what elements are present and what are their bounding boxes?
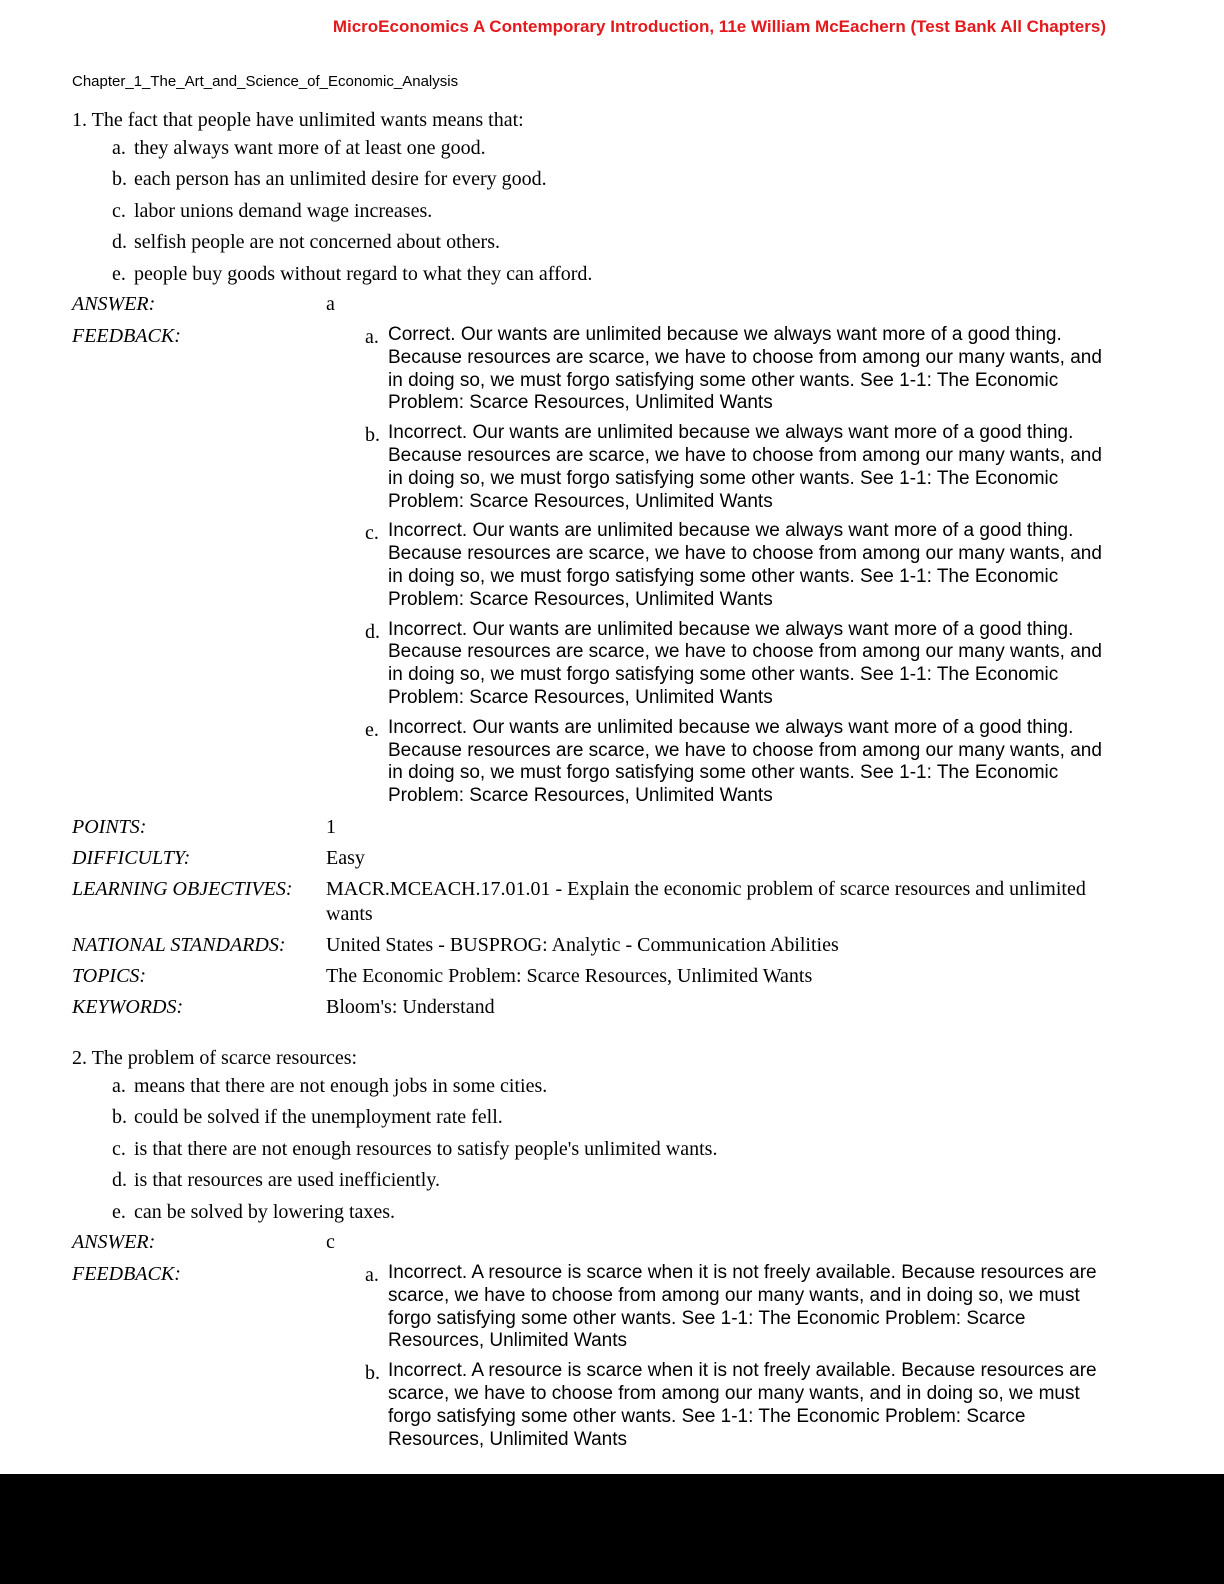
choice-text: labor unions demand wage increases. <box>134 199 433 222</box>
feedback-item-b <box>365 1360 1112 1451</box>
keywords-row <box>72 995 1112 1026</box>
answer-choice-e <box>72 1199 1112 1230</box>
learning-objectives-value: MACR.MCEACH.17.01.01 - Explain the economic problem of scarce resources and unlimited wants <box>326 877 1086 925</box>
feedback-text: Correct. Our wants are unlimited because we always want more of a good thing. Because resources are scarce, we have to choose from among our many wants, and in doing so, we must forgo satisfying some other wants. See 1-1: The Economic Problem: Scarce Resources, Unlimited Wants <box>388 323 1102 414</box>
topics-row <box>72 964 1112 995</box>
feedback-item-a <box>365 324 1112 415</box>
choice-letter: e. <box>112 1200 126 1223</box>
answer-choice-b <box>72 166 1112 197</box>
choice-text: could be solved if the unemployment rate fell. <box>134 1106 503 1129</box>
national-standards-row <box>72 933 1112 964</box>
answer-value: a <box>326 292 335 315</box>
national-standards-label: NATIONAL STANDARDS: <box>72 933 286 956</box>
answer-value: c <box>326 1230 335 1253</box>
learning-objectives-row <box>72 877 1112 933</box>
answer-choice-c <box>72 1136 1112 1167</box>
keywords-value: Bloom's: Understand <box>326 995 495 1018</box>
topics-value: The Economic Problem: Scarce Resources, Unlimited Wants <box>326 964 813 987</box>
answer-row <box>72 292 1112 324</box>
choice-text: can be solved by lowering taxes. <box>134 1200 396 1223</box>
feedback-label: FEEDBACK: <box>72 1262 181 1285</box>
points-row <box>72 815 1112 846</box>
answer-label: ANSWER: <box>72 1230 156 1253</box>
feedback-text: Incorrect. Our wants are unlimited because we always want more of a good thing. Because resources are scarce, we have to choose from among our many wants, and in doing so, we must forgo satisfying some other wants. See 1-1: The Economic Problem: Scarce Resources, Unlimited Wants <box>388 520 1102 610</box>
feedback-row <box>72 324 1112 815</box>
feedback-text: Incorrect. Our wants are unlimited because we always want more of a good thing. Because resources are scarce, we have to choose from among our many wants, and in doing so, we must forgo satisfying some other wants. See 1-1: The Economic Problem: Scarce Resources, Unlimited Wants <box>388 422 1102 512</box>
difficulty-value: Easy <box>326 846 365 869</box>
feedback-item-c <box>365 520 1112 611</box>
feedback-list <box>326 1262 1112 1458</box>
feedback-letter: c. <box>365 522 379 545</box>
feedback-text: Incorrect. A resource is scarce when it is not freely available. Because resources are scarce, we have to choose from among our many wants, and in doing so, we must forgo satisfying some other wants. See 1-1: The Economic Problem: Scarce Resources, Unlimited Wants <box>388 1261 1097 1352</box>
answer-choice-a <box>72 1073 1112 1104</box>
national-standards-value: United States - BUSPROG: Analytic - Communication Abilities <box>326 933 839 956</box>
learning-objectives-label: LEARNING OBJECTIVES: <box>72 877 293 900</box>
feedback-letter: b. <box>365 1362 380 1385</box>
feedback-row <box>72 1262 1112 1458</box>
keywords-label: KEYWORDS: <box>72 995 184 1018</box>
choice-text: is that resources are used inefficiently. <box>134 1169 440 1192</box>
choice-text: selfish people are not concerned about others. <box>134 231 500 254</box>
answer-choice-d <box>72 229 1112 260</box>
choice-text: they always want more of at least one good. <box>134 137 486 159</box>
answer-row <box>72 1230 1112 1262</box>
question-stem: 2. The problem of scarce resources: <box>72 1047 358 1069</box>
chapter-name: Chapter_1_The_Art_and_Science_of_Economic_Analysis <box>72 73 459 90</box>
choice-text: is that there are not enough resources to satisfy people's unlimited wants. <box>134 1137 718 1160</box>
feedback-letter: a. <box>365 1263 379 1286</box>
difficulty-label: DIFFICULTY: <box>72 846 191 869</box>
topics-label: TOPICS: <box>72 964 147 987</box>
feedback-text: Incorrect. A resource is scarce when it is not freely available. Because resources are scarce, we have to choose from among our many wants, and in doing so, we must forgo satisfying some other wants. See 1-1: The Economic Problem: Scarce Resources, Unlimited Wants <box>388 1360 1097 1450</box>
points-label: POINTS: <box>72 815 147 838</box>
question-2 <box>72 1045 1112 1458</box>
question-stem: 1. The fact that people have unlimited wants means that: <box>72 109 524 131</box>
feedback-text: Incorrect. Our wants are unlimited because we always want more of a good thing. Because resources are scarce, we have to choose from among our many wants, and in doing so, we must forgo satisfying some other wants. See 1-1: The Economic Problem: Scarce Resources, Unlimited Wants <box>388 618 1102 708</box>
answer-choice-e <box>72 261 1112 292</box>
points-value: 1 <box>326 815 336 838</box>
choice-letter: c. <box>112 199 126 222</box>
choice-text: means that there are not enough jobs in some cities. <box>134 1075 548 1097</box>
feedback-item-b <box>365 422 1112 513</box>
answer-label: ANSWER: <box>72 292 156 315</box>
answer-choice-c <box>72 198 1112 229</box>
choice-letter: a. <box>112 1075 126 1097</box>
choice-text: people buy goods without regard to what they can afford. <box>134 262 593 285</box>
choice-letter: a. <box>112 137 126 159</box>
feedback-text: Incorrect. Our wants are unlimited because we always want more of a good thing. Because resources are scarce, we have to choose from among our many wants, and in doing so, we must forgo satisfying some other wants. See 1-1: The Economic Problem: Scarce Resources, Unlimited Wants <box>388 716 1102 807</box>
choice-letter: b. <box>112 168 127 191</box>
feedback-list <box>326 324 1112 815</box>
black-footer-band <box>0 1474 1224 1584</box>
feedback-letter: d. <box>365 620 380 643</box>
feedback-letter: b. <box>365 424 380 447</box>
choice-text: each person has an unlimited desire for every good. <box>134 168 547 191</box>
feedback-item-e <box>365 717 1112 808</box>
feedback-item-d <box>365 619 1112 710</box>
choice-letter: d. <box>112 231 127 254</box>
choice-letter: b. <box>112 1106 127 1129</box>
document-header-title: MicroEconomics A Contemporary Introduction, 11e William McEachern (Test Bank All Chapters) <box>332 17 1106 36</box>
feedback-letter: e. <box>365 718 379 741</box>
answer-choice-a <box>72 135 1112 166</box>
choice-letter: e. <box>112 262 126 285</box>
answer-choice-d <box>72 1167 1112 1198</box>
feedback-letter: a. <box>365 325 379 348</box>
feedback-label: FEEDBACK: <box>72 324 181 347</box>
choice-letter: d. <box>112 1169 127 1192</box>
question-1 <box>72 107 1112 1026</box>
feedback-item-a <box>365 1262 1112 1353</box>
difficulty-row <box>72 846 1112 877</box>
answer-choice-b <box>72 1104 1112 1135</box>
choice-letter: c. <box>112 1137 126 1160</box>
